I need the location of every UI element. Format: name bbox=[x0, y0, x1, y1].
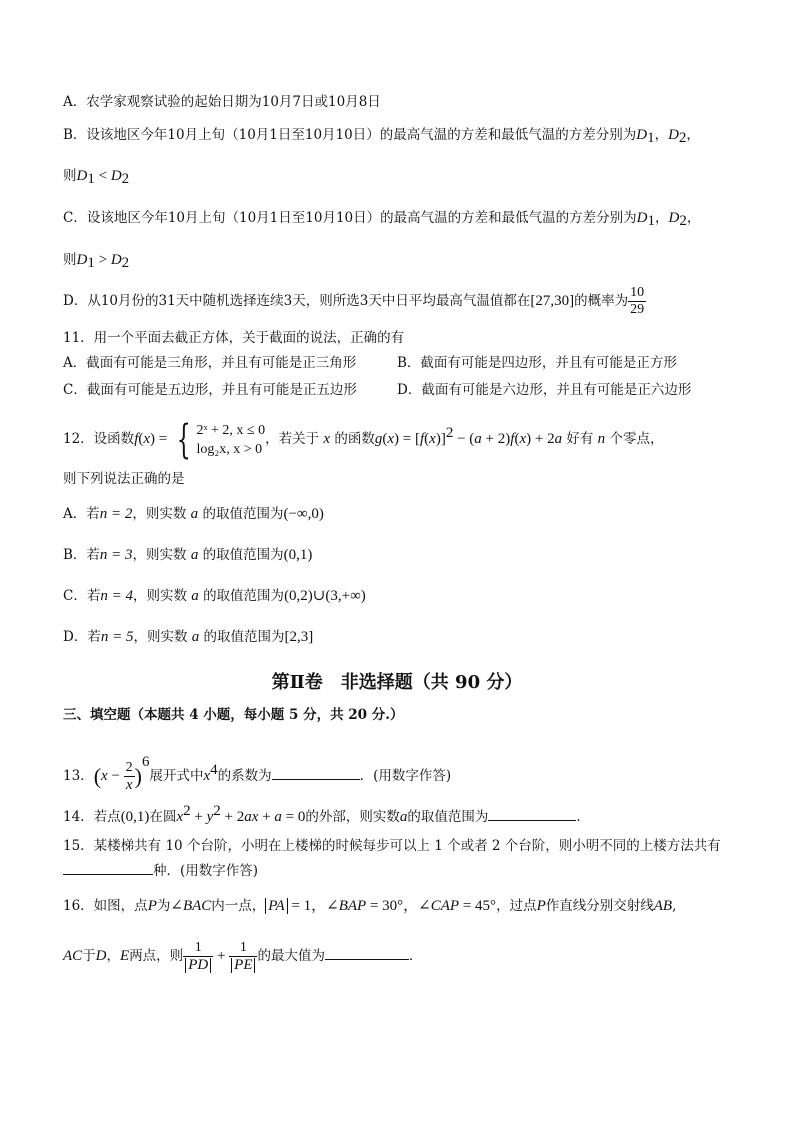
q11-option-a: A．截面有可能是三角形，并且有可能是正三角形 bbox=[63, 355, 357, 371]
piecewise-cases bbox=[196, 421, 265, 459]
q12-option-d-cond: n = 5 bbox=[100, 629, 134, 645]
q12-stem-2: 则下列说法正确的是 bbox=[63, 471, 185, 487]
q12-option-b: B．若n = 3，则实数 a 的取值范围为(0,1) bbox=[63, 547, 313, 563]
q16-tail: ． bbox=[408, 948, 423, 964]
q12-option-a: A．若n = 2，则实数 a 的取值范围为(−∞,0) bbox=[63, 506, 324, 522]
q14-end: 的取值范围为 bbox=[407, 809, 489, 825]
q10-option-c: C．设该地区今年10月上旬（10月1日至10月10日）的最高气温的方差和最低气温的方差分别为$D_1$，$D_2$， bbox=[63, 210, 701, 229]
q10-option-d-text: D．从10月份的31天中随机选择连续3天，则所选3天中日平均最高气温值都在 bbox=[63, 293, 531, 309]
q12-stem-post: 好有 bbox=[566, 431, 594, 447]
q12-option-c-pre: C．若 bbox=[63, 588, 101, 604]
q16-mid4: 作直线分别交射线 bbox=[545, 898, 654, 914]
q10-option-b-cont: 则$D_1 < D_2$ bbox=[63, 168, 130, 187]
q10-option-b-text: B．设该地区今年10月上旬（10月1日至10月10日）的最高气温的方差和最低气温的方差分别为 bbox=[63, 127, 637, 143]
q12-option-b-cond: n = 3 bbox=[99, 547, 133, 563]
q12-option-a-mid: ，则实数 bbox=[132, 506, 187, 522]
q10-option-a-text: A．农学家观察试验的起始日期为10月7日或10月8日 bbox=[63, 94, 381, 110]
q14-point: (0,1) bbox=[120, 809, 150, 825]
q10-option-c-text: C．设该地区今年10月上旬（10月1日至10月10日）的最高气温的方差和最低气温的方差分别为 bbox=[63, 210, 637, 226]
q16-line2-mid: 于 bbox=[82, 948, 96, 964]
q15-line-1: 15．某楼梯共有 10 个台阶，小明在上楼梯的时候每步可以上 1 个或者 2 个台阶，则小明不同的上楼方法共有 bbox=[63, 838, 721, 854]
q12-option-b-mid: ，则实数 bbox=[132, 547, 187, 563]
q13: 13．(x − $\frac{2}{x}$ )$^6$展开式中$x^4$的系数为 ．(用数字作答) bbox=[63, 754, 452, 793]
q14-mid2: 的外部，则实数 bbox=[305, 809, 400, 825]
q12-option-c-range: (0,2)∪(3,+∞) bbox=[284, 588, 366, 604]
part-2-title: 第Ⅱ卷 非选择题（共 90 分） bbox=[271, 672, 523, 693]
q12-option-c-mid: ，则实数 bbox=[132, 588, 187, 604]
q14-mid: 在圆 bbox=[149, 809, 177, 825]
q16-answer-blank[interactable] bbox=[325, 947, 409, 960]
section-fill-in-blank: 三、填空题（本题共 4 小题，每小题 5 分，共 20 分.） bbox=[63, 707, 404, 723]
q10-option-c-then: 则 bbox=[63, 252, 77, 268]
q12-option-b-end: 的取值范围为 bbox=[202, 547, 284, 563]
q12-stem-mid: ，若关于 bbox=[265, 431, 320, 447]
q12-option-a-end: 的取值范围为 bbox=[202, 506, 284, 522]
q12-option-b-range: (0,1) bbox=[283, 547, 313, 563]
q13-note: ．(用数字作答) bbox=[359, 768, 452, 784]
q16-mid1: 为 bbox=[156, 898, 171, 914]
piecewise-case-1: 2ˣ + 2, x ≤ 0 bbox=[196, 422, 266, 438]
q12-option-d-range: [2,3] bbox=[284, 629, 314, 645]
q16-pre: 16．如图，点 bbox=[63, 898, 148, 914]
q10-option-d-mid: 的概率为 bbox=[574, 293, 629, 309]
q15-line-2 bbox=[63, 862, 258, 880]
q12-stem-pre: 12．设函数 bbox=[63, 431, 135, 447]
q12-option-d-mid: ，则实数 bbox=[133, 629, 188, 645]
q16-line-2: AC于D，E两点，则 $\frac{1}{PD}$ + $\frac{1}{PE}$ 的最大值为 ． bbox=[63, 939, 423, 973]
q12-option-d-end: 的取值范围为 bbox=[203, 629, 285, 645]
q14-pre: 14．若点 bbox=[63, 809, 121, 825]
q10-option-b-then: 则 bbox=[63, 168, 77, 184]
q11-option-c: C．截面有可能是五边形，并且有可能是正五边形 bbox=[63, 382, 357, 398]
q12-stem: 12．设函数f(x) = { 2ˣ + 2, x ≤ 0 log₂x, x > 0 ，若关于 x 的函数$g(x) = [f(x)]^2 - (a + 2)f(x) + 2a$ 好有 n 个零点， bbox=[63, 416, 664, 463]
q16-line2-end: 的最大值为 bbox=[257, 948, 325, 964]
q12-option-c: C．若n = 4，则实数 a 的取值范围为(0,2)∪(3,+∞) bbox=[63, 588, 366, 604]
q16-fraction-pd: $\frac{1}{PD}$ bbox=[183, 940, 213, 974]
q13-number: 13． bbox=[63, 768, 94, 784]
q16-line2-mid2: 两点，则 bbox=[129, 948, 184, 964]
piecewise-brace: { bbox=[176, 416, 191, 463]
q12-option-c-cond: n = 4 bbox=[100, 588, 133, 604]
q12-option-c-end: 的取值范围为 bbox=[203, 588, 285, 604]
q10-option-d-interval: [27,30] bbox=[530, 293, 575, 309]
q12-option-d-pre: D．若 bbox=[63, 629, 101, 645]
q14-answer-blank[interactable] bbox=[488, 808, 576, 821]
piecewise-case-2: log₂x, x > 0 bbox=[196, 441, 263, 457]
q13-answer-blank[interactable] bbox=[272, 767, 360, 780]
q12-option-a-range: (−∞,0) bbox=[283, 506, 324, 522]
q16-mid3: ，过点 bbox=[496, 898, 537, 914]
q13-text-mid: 展开式中 bbox=[149, 768, 204, 784]
fraction-denominator: 29 bbox=[630, 302, 645, 317]
fraction-numerator: 10 bbox=[630, 285, 645, 300]
q11-option-b: B．截面有可能是四边形，并且有可能是正方形 bbox=[397, 355, 677, 371]
q11-option-d: D．截面有可能是六边形，并且有可能是正六边形 bbox=[397, 382, 692, 398]
q15-answer-blank[interactable] bbox=[63, 862, 153, 875]
q12-option-b-pre: B．若 bbox=[63, 547, 100, 563]
q10-option-d bbox=[63, 285, 646, 318]
q12-stem-end: 个零点， bbox=[609, 431, 664, 447]
q10-option-d-fraction bbox=[628, 285, 646, 318]
q11-stem: 11．用一个平面去截正方体，关于截面的说法，正确的有 bbox=[63, 330, 405, 346]
q12-stem-mid2: 的函数 bbox=[334, 431, 375, 447]
q10-option-c-cont: 则$D_1 > D_2$ bbox=[63, 252, 130, 271]
q12-option-a-pre: A．若 bbox=[63, 506, 100, 522]
q16-fraction-pe: $\frac{1}{PE}$ bbox=[229, 940, 257, 974]
q16-line-1: 16．如图，点P为∠BAC内一点， PA = 1，∠BAP = 30°，∠CAP = 45°，过点P作直线分别交射线AB, bbox=[63, 898, 677, 914]
q14-tail: ． bbox=[576, 809, 590, 825]
q12-option-a-cond: n = 2 bbox=[99, 506, 133, 522]
q14: 14．若点(0,1)在圆$x^2 + y^2 + 2ax + a = 0$的外部，则实数a的取值范围为 ． bbox=[63, 803, 590, 825]
q10-option-a bbox=[63, 93, 381, 111]
q10-option-b: B．设该地区今年10月上旬（10月1日至10月10日）的最高气温的方差和最低气温的方差分别为$D_1$，$D_2$， bbox=[63, 127, 700, 146]
q16-mid2: 内一点， bbox=[211, 898, 266, 914]
q15-line-2-text: 种．(用数字作答) bbox=[153, 863, 259, 879]
q13-text-end: 的系数为 bbox=[217, 768, 272, 784]
q13-fraction: $\frac{2}{x}$ bbox=[125, 760, 133, 793]
q12-option-d: D．若n = 5，则实数 a 的取值范围为[2,3] bbox=[63, 629, 314, 645]
